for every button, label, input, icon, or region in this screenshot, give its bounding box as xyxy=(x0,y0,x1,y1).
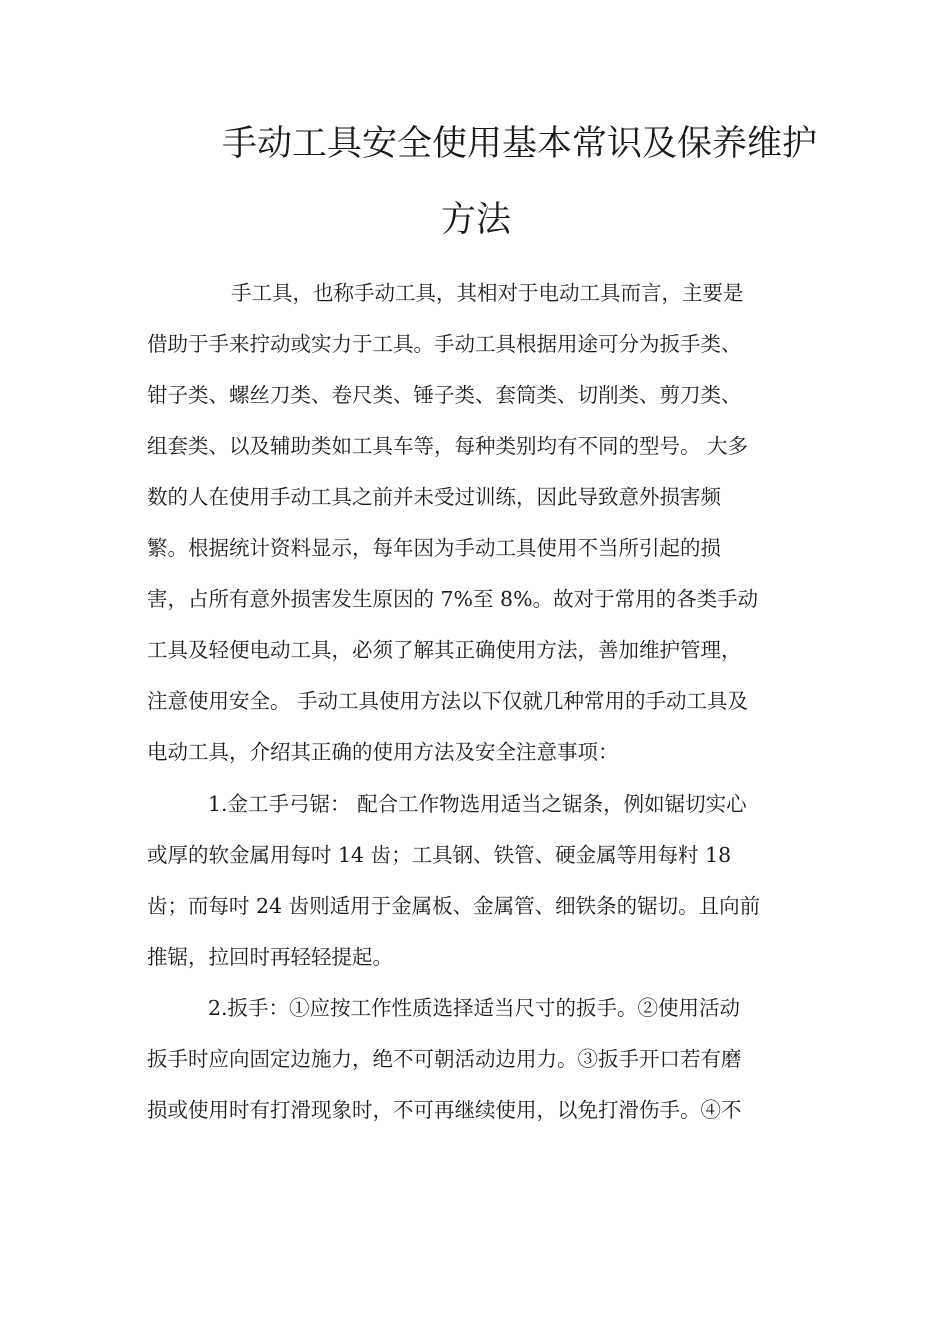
body-text-line: 工具及轻便电动工具，必须了解其正确使用方法，善加维护管理， xyxy=(147,638,742,662)
body-text-line: 数的人在使用手动工具之前并未受过训练，因此导致意外损害频 xyxy=(147,485,721,509)
body-text-line: 2.扳手：①应按工作性质选择适当尺寸的扳手。②使用活动 xyxy=(208,996,741,1020)
body-text-line: 1.金工手弓锯： 配合工作物选用适当之锯条，例如锯切实心 xyxy=(208,792,747,816)
body-text-line: 组套类、以及辅助类如工具车等，每种类别均有不同的型号。 大多 xyxy=(147,434,749,458)
body-text-line: 手工具，也称手动工具，其相对于电动工具而言，主要是 xyxy=(231,281,744,305)
body-text-line: 注意使用安全。 手动工具使用方法以下仅就几种常用的手动工具及 xyxy=(147,689,749,713)
body-text-line: 电动工具，介绍其正确的使用方法及安全注意事项： xyxy=(147,740,619,764)
body-text-line: 钳子类、螺丝刀类、卷尺类、锤子类、套筒类、切削类、剪刀类、 xyxy=(147,383,742,407)
body-text-line: 繁。根据统计资料显示，每年因为手动工具使用不当所引起的损 xyxy=(147,536,721,560)
body-text-line: 扳手时应向固定边施力，绝不可朝活动边用力。③扳手开口若有磨 xyxy=(147,1047,742,1071)
body-text-line: 借助于手来拧动或实力于工具。手动工具根据用途可分为扳手类、 xyxy=(147,332,742,356)
document-title-line-1: 手动工具安全使用基本常识及保养维护 xyxy=(222,124,818,164)
body-text-line: 齿；而每吋 24 齿则适用于金属板、金属管、细铁条的锯切。且向前 xyxy=(147,894,761,918)
body-text-line: 或厚的软金属用每吋 14 齿；工具钢、铁管、硬金属等用每籿 18 xyxy=(147,843,732,867)
body-text-line: 损或使用时有打滑现象时，不可再继续使用，以免打滑伤手。④不 xyxy=(147,1098,742,1122)
document-title-line-2: 方法 xyxy=(441,200,512,240)
body-text-line: 推锯，拉回时再轻轻提起。 xyxy=(147,945,393,969)
body-text-line: 害，占所有意外损害发生原因的 7%至 8%。故对于常用的各类手动 xyxy=(147,587,759,611)
